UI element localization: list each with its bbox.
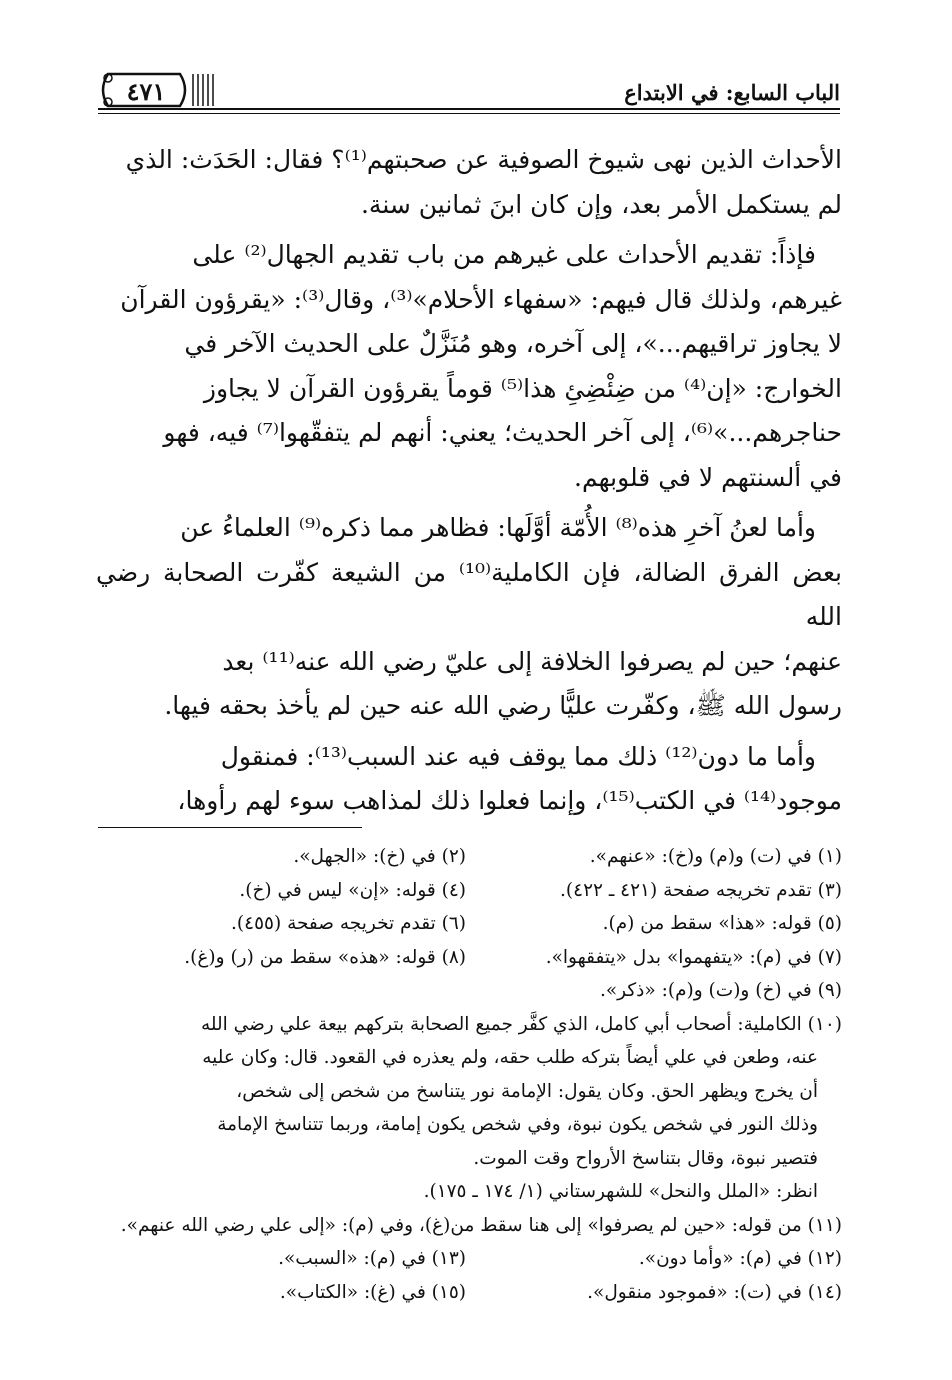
footnote-continuation: انظر: «الملل والنحل» للشهرستاني (١/ ١٧٤ ـ ١٧٥). — [423, 1181, 818, 1202]
text-line: حناجرهم...»⁽⁶⁾، إلى آخر الحديث؛ يعني: أنهم لم يتفقّهوا⁽⁷⁾ فيه، فهو — [163, 418, 842, 447]
header-rule-thin — [98, 113, 840, 114]
text-line: عنهم؛ حين لم يصرفوا الخلافة إلى عليّ رضي الله عنه⁽¹¹⁾ بعد — [222, 646, 842, 676]
footnotes — [90, 840, 842, 1309]
text-line: في ألسنتهم لا في قلوبهم. — [574, 462, 842, 492]
footnote-continuation: وذلك النور في شخص يكون نبوة، وفي شخص يكون إمامة، وربما تتناسخ الإمامة — [217, 1114, 818, 1135]
footnote: (٦) تقدم تخريجه صفحة (٤٥٥). — [231, 913, 466, 934]
paragraph — [96, 138, 842, 227]
text-line: فإذاً: تقديم الأحداث على غيرهم من باب تقديم الجهال⁽²⁾ على — [192, 240, 816, 269]
text-line: وأما لعنُ آخرِ هذه⁽⁸⁾ الأُمّة أوَّلَها: فظاهر مما ذكره⁽⁹⁾ العلماءُ عن — [180, 513, 816, 542]
page-number-frame — [98, 70, 190, 108]
footnote: (٤) قوله: «إن» ليس في (خ). — [239, 879, 466, 901]
footnote: (٥) قوله: «هذا» سقط من (م). — [602, 913, 842, 934]
footnote-row — [90, 874, 842, 908]
footnote: (٣) تقدم تخريجه صفحة (٤٢١ ـ ٤٢٢). — [560, 879, 842, 901]
header-rule — [98, 108, 840, 110]
text-line: الخوارج: «إن⁽⁴⁾ من ضِئْضِئِ هذا⁽⁵⁾ قوماً يقرؤون القرآن لا يجاوز — [203, 373, 842, 403]
footnote: (٢) في (خ): «الجهل». — [293, 846, 466, 867]
text-line: وأما ما دون⁽¹²⁾ ذلك مما يوقف فيه عند السبب⁽¹³⁾: فمنقول — [220, 741, 816, 771]
main-text — [96, 138, 842, 830]
text-line: بعض الفرق الضالة، فإن الكاملية⁽¹⁰⁾ من الشيعة كفّرت الصحابة رضي الله — [96, 557, 843, 631]
footnote: (٧) في (م): «يتفهموا» بدل «يتفقهوا». — [545, 946, 842, 968]
footnote-separator — [98, 827, 362, 828]
footnote-continuation: أن يخرج ويظهر الحق. وكان يقول: الإمامة نور يتناسخ من شخص إلى شخص، — [236, 1080, 818, 1102]
footnote-row — [90, 941, 842, 975]
text-line: رسول الله ﷺ، وكفّرت عليًّا رضي الله عنه حين لم يأخذ بحقه فيها. — [164, 691, 842, 720]
footnote: (٩) في (خ) و(ت) و(م): «ذكر». — [599, 980, 842, 1001]
footnote: (١٠) الكاملية: أصحاب أبي كامل، الذي كفَّر جميع الصحابة بتركهم بيعة علي رضي الله — [200, 1013, 842, 1035]
footnote-continuation: عنه، وطعن في علي أيضاً بتركه طلب حقه، ولم يعذره في القعود. قال: وكان عليه — [202, 1047, 818, 1068]
footnote-row — [90, 1276, 842, 1310]
footnote: (٨) قوله: «هذه» سقط من (ر) و(غ). — [184, 946, 466, 968]
footnote: (١١) من قوله: «حين لم يصرفوا» إلى هنا سقط من(غ)، وفي (م): «إلى علي رضي الله عنهم». — [120, 1214, 842, 1236]
text-line: لا يجاوز تراقيهم...»، إلى آخره، وهو مُنَزَّلٌ على الحديث الآخر في — [184, 329, 842, 358]
chapter-title: الباب السابع: في الابتداع — [624, 80, 840, 105]
footnote: (١) في (ت) و(م) و(خ): «عنهم». — [589, 846, 842, 867]
footnote: (١٥) في (غ): «الكتاب». — [279, 1281, 466, 1303]
paragraph — [96, 506, 842, 729]
footnote: (١٢) في (م): «وأما دون». — [638, 1248, 842, 1269]
footnote-row — [90, 907, 842, 941]
ornament-lines — [190, 72, 220, 108]
text-line: غيرهم، ولذلك قال فيهم: «سفهاء الأحلام»⁽³⁾، وقال⁽³⁾: «يقرؤون القرآن — [120, 284, 842, 314]
paragraph — [96, 233, 842, 500]
text-line: الأحداث الذين نهى شيوخ الصوفية عن صحبتهم⁽¹⁾؟ فقال: الحَدَث: الذي — [125, 145, 842, 174]
page-number: ٤٧١ — [126, 77, 166, 106]
text-line: موجود⁽¹⁴⁾ في الكتب⁽¹⁵⁾، وإنما فعلوا ذلك لمذاهب سوء لهم رأوها، — [177, 786, 842, 815]
footnote: (١٤) في (ت): «فموجود منقول». — [587, 1281, 842, 1303]
text-line: لم يستكمل الأمر بعد، وإن كان ابنَ ثمانين سنة. — [360, 189, 842, 219]
page-header — [98, 62, 840, 112]
footnote-continuation: فتصير نبوة، وقال بتناسخ الأرواح وقت الموت. — [473, 1147, 818, 1169]
footnote-row — [90, 1242, 842, 1276]
footnote: (١٣) في (م): «السبب». — [278, 1248, 466, 1269]
paragraph — [96, 735, 842, 824]
footnote-row — [90, 840, 842, 874]
